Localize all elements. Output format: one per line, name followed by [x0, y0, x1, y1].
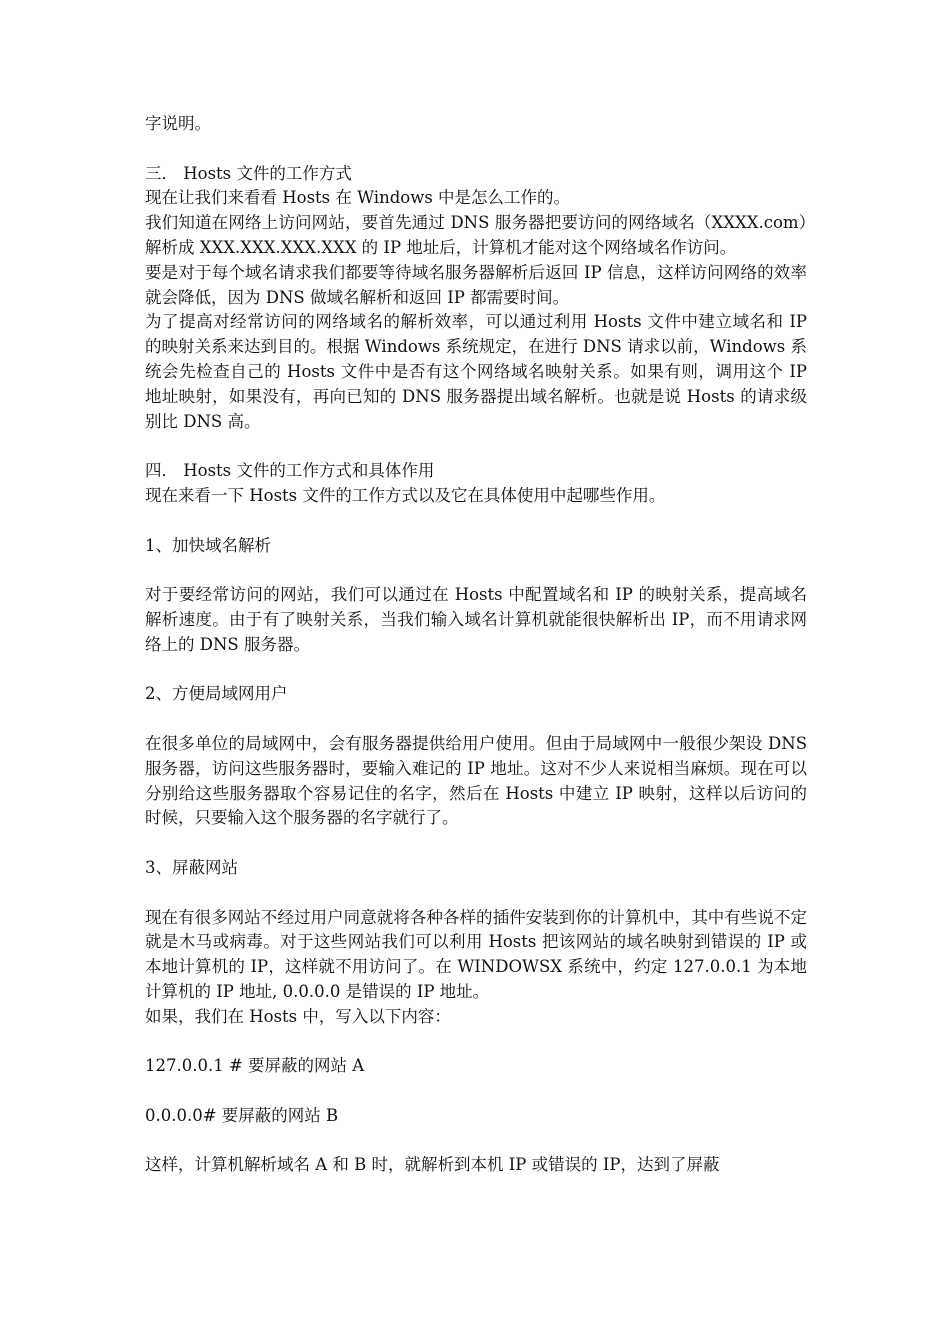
spacer: [145, 509, 807, 534]
spacer: [145, 137, 807, 162]
item2-heading: 2、方便局域网用户: [145, 684, 288, 704]
spacer: [145, 658, 807, 683]
spacer: [145, 434, 807, 459]
intro-tail: 字说明。: [145, 114, 211, 133]
spacer: [145, 1029, 807, 1054]
spacer: [145, 881, 807, 906]
section3-paragraph-4: 为了提高对经常访问的网络域名的解析效率，可以通过利用 Hosts 文件中建立域名和 IP 的映射关系来达到目的。根据 Windows 系统规定，在进行 DNS 请求以前，Windows 系统会先检查自己的 Hosts 文件中是否有这个网络域名映射关系。如果有则，调用这个 IP 地址映射，如果没有，再向已知的 DNS 服务器提出域名解析。也就是说 Hosts 的请求级别比 DNS 高。: [145, 312, 808, 431]
item3-conclusion: 这样，计算机解析域名 A 和 B 时，就解析到本机 IP 或错误的 IP，达到了屏蔽: [145, 1155, 720, 1175]
spacer: [145, 1079, 807, 1104]
hosts-entry-2: 0.0.0.0# 要屏蔽的网站 B: [145, 1105, 339, 1125]
spacer: [145, 707, 807, 732]
section3-paragraph-3: 要是对于每个域名请求我们都要等待域名服务器解析后返回 IP 信息，这样访问网络的效率就会降低，因为 DNS 做域名解析和返回 IP 都需要时间。: [145, 262, 807, 307]
item2-body: 在很多单位的局域网中，会有服务器提供给用户使用。但由于局域网中一般很少架设 DNS 服务器，访问这些服务器时，要输入难记的 IP 地址。这对不少人来说相当麻烦。现在可以分别给这些服务器取个容易记住的名字，然后在 Hosts 中建立 IP 映射，这样以后访问的时候，只要输入这个服务器的名字就行了。: [145, 733, 807, 828]
item1-heading: 1、加快域名解析: [145, 535, 271, 555]
item3-body: 现在有很多网站不经过用户同意就将各种各样的插件安装到你的计算机中，其中有些说不定就是木马或病毒。对于这些网站我们可以利用 Hosts 把该网站的域名映射到错误的 IP 或本地计算机的 IP，这样就不用访问了。在 WINDOWSX 系统中，约定 127.0.0.1 为本地计算机的 IP 地址, 0.0.0.0 是错误的 IP 地址。: [145, 907, 807, 1001]
document-page: [145, 112, 807, 1178]
item1-body: 对于要经常访问的网站，我们可以通过在 Hosts 中配置域名和 IP 的映射关系，提高域名解析速度。由于有了映射关系，当我们输入域名计算机就能很快解析出 IP，而不用请求网络上的 DNS 服务器。: [145, 585, 807, 654]
spacer: [145, 558, 807, 583]
spacer: [145, 831, 807, 856]
section3-paragraph-2: 我们知道在网络上访问网站，要首先通过 DNS 服务器把要访问的网络域名（XXXX.com）解析成 XXX.XXX.XXX.XXX 的 IP 地址后，计算机才能对这个网络域名作访问。: [145, 213, 807, 257]
item3-paragraph-2: 如果，我们在 Hosts 中，写入以下内容：: [145, 1006, 451, 1026]
section4-paragraph-1: 现在来看一下 Hosts 文件的工作方式以及它在具体使用中起哪些作用。: [145, 485, 666, 505]
spacer: [145, 1129, 807, 1154]
section3-heading: 三． Hosts 文件的工作方式: [145, 163, 352, 183]
section3-paragraph-1: 现在让我们来看看 Hosts 在 Windows 中是怎么工作的。: [145, 188, 571, 208]
item3-heading: 3、屏蔽网站: [145, 857, 238, 877]
section4-heading: 四． Hosts 文件的工作方式和具体作用: [145, 461, 435, 481]
hosts-entry-1: 127.0.0.1 # 要屏蔽的网站 A: [145, 1056, 365, 1076]
